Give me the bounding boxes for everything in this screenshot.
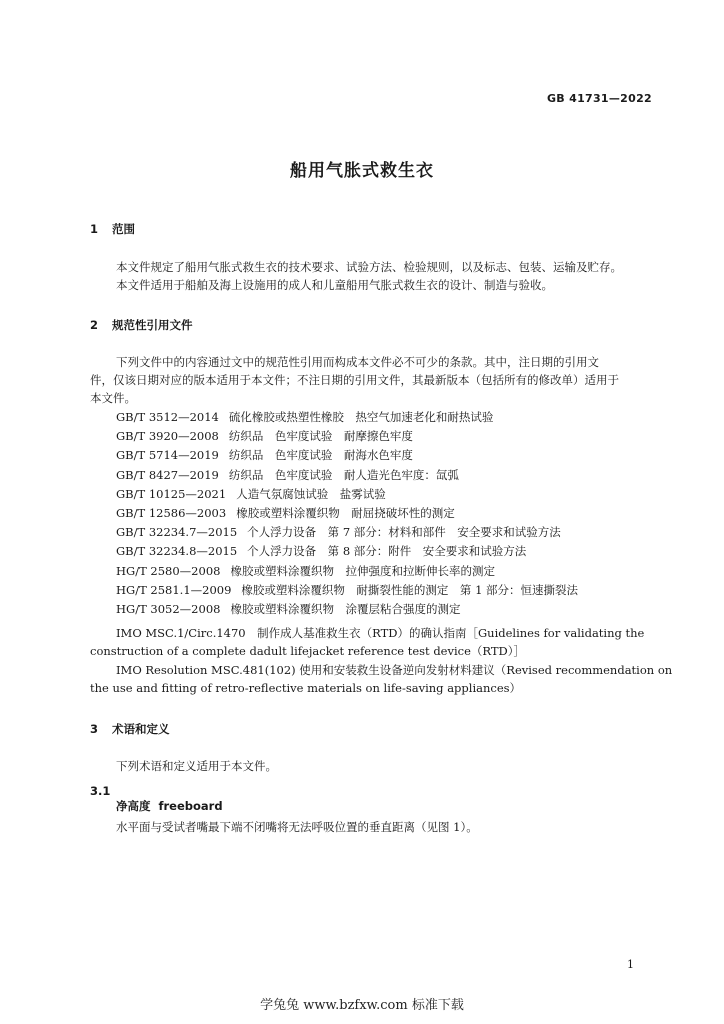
imo-resolution-line-1: IMO Resolution MSC.481(102) 使用和安装救生设备逆向发射材料建议（Revised recommendation on (116, 663, 673, 677)
term-number: 3.1 (90, 784, 111, 798)
reference-title: 个人浮力设备 第 8 部分：附件 安全要求和试验方法 (247, 544, 527, 559)
section-number: 1 (90, 222, 99, 236)
reference-item (116, 562, 578, 581)
reference-item (116, 466, 578, 485)
reference-item (116, 523, 578, 542)
site-watermark: 学兔兔 www.bzfxw.com 标准下载 (260, 998, 464, 1013)
reference-item (116, 542, 578, 561)
term-chinese: 净高度 (116, 799, 151, 813)
imo-circular-line-2: construction of a complete dadult lifejacket reference test device（RTD）］ (90, 644, 526, 658)
section-heading-scope (90, 221, 135, 237)
imo-circular-line-1: IMO MSC.1/Circ.1470 制作成人基准救生衣（RTD）的确认指南［Guidelines for validating the (116, 626, 645, 640)
reference-code: GB/T 32234.7—2015 (116, 525, 238, 540)
term-entry (116, 798, 223, 814)
reference-item (116, 446, 578, 465)
reference-title: 纺织品 色牢度试验 耐人造光色牢度：氙弧 (228, 467, 459, 482)
reference-code: GB/T 3512—2014 (116, 410, 219, 424)
term-definition: 水平面与受试者嘴最下端不闭嘴将无法呼吸位置的垂直距离（见图 1）。 (116, 820, 478, 834)
reference-title: 橡胶或塑料涂覆织物 耐屈挠破坏性的测定 (236, 505, 455, 520)
reference-title: 橡胶或塑料涂覆织物 拉伸强度和拉断伸长率的测定 (230, 563, 495, 578)
reference-list (116, 408, 578, 619)
reference-item (116, 504, 578, 523)
section-heading-normative (90, 317, 193, 333)
normative-intro-line-2: 件，仅该日期对应的版本适用于本文件；不注日期的引用文件，其最新版本（包括所有的修改单）适用于 (90, 373, 619, 387)
reference-code: GB/T 32234.8—2015 (116, 544, 238, 559)
section-title: 术语和定义 (112, 722, 170, 736)
reference-code: HG/T 2581.1—2009 (116, 582, 232, 597)
reference-title: 个人浮力设备 第 7 部分：材料和部件 安全要求和试验方法 (247, 525, 561, 540)
reference-title: 纺织品 色牢度试验 耐摩擦色牢度 (228, 429, 413, 444)
reference-code: GB/T 8427—2019 (116, 467, 219, 482)
section-number: 3 (90, 722, 99, 736)
reference-item (116, 427, 578, 446)
document-title: 船用气胀式救生衣 (290, 161, 434, 181)
page-number: 1 (627, 958, 634, 971)
reference-code: GB/T 10125—2021 (116, 486, 227, 501)
reference-item (116, 408, 578, 427)
reference-code: GB/T 5714—2019 (116, 448, 219, 463)
reference-code: GB/T 12586—2003 (116, 505, 227, 520)
reference-item (116, 485, 578, 504)
normative-intro-line-3: 本文件。 (90, 391, 136, 405)
section-title: 规范性引用文件 (112, 318, 193, 332)
reference-code: HG/T 3052—2008 (116, 601, 221, 616)
reference-title: 人造气氛腐蚀试验 盐雾试验 (236, 486, 386, 501)
term-english: freeboard (158, 799, 223, 813)
section-number: 2 (90, 318, 99, 332)
reference-title: 橡胶或塑料涂覆织物 耐撕裂性能的测定 第 1 部分：恒速撕裂法 (241, 582, 579, 597)
reference-item (116, 581, 578, 600)
scope-paragraph-1: 本文件规定了船用气胀式救生衣的技术要求、试验方法、检验规则，以及标志、包装、运输及贮存。 (116, 260, 622, 274)
reference-title: 纺织品 色牢度试验 耐海水色牢度 (228, 448, 413, 463)
reference-title: 橡胶或塑料涂覆织物 涂覆层粘合强度的测定 (230, 601, 461, 616)
terms-intro: 下列术语和定义适用于本文件。 (116, 759, 277, 773)
reference-code: GB/T 3920—2008 (116, 429, 219, 444)
standard-number: GB 41731—2022 (546, 92, 652, 105)
section-title: 范围 (112, 222, 135, 236)
section-heading-terms (90, 721, 170, 737)
normative-intro-line-1: 下列文件中的内容通过文中的规范性引用而构成本文件必不可少的条款。其中，注日期的引用文 (116, 355, 599, 369)
scope-paragraph-2: 本文件适用于船舶及海上设施用的成人和儿童船用气胀式救生衣的设计、制造与验收。 (116, 278, 553, 292)
imo-resolution-line-2: the use and fitting of retro-reflective materials on life-saving appliances） (90, 681, 522, 695)
reference-code: HG/T 2580—2008 (116, 563, 221, 578)
reference-item (116, 600, 578, 619)
reference-title: 硫化橡胶或热塑性橡胶 热空气加速老化和耐热试验 (228, 410, 494, 424)
